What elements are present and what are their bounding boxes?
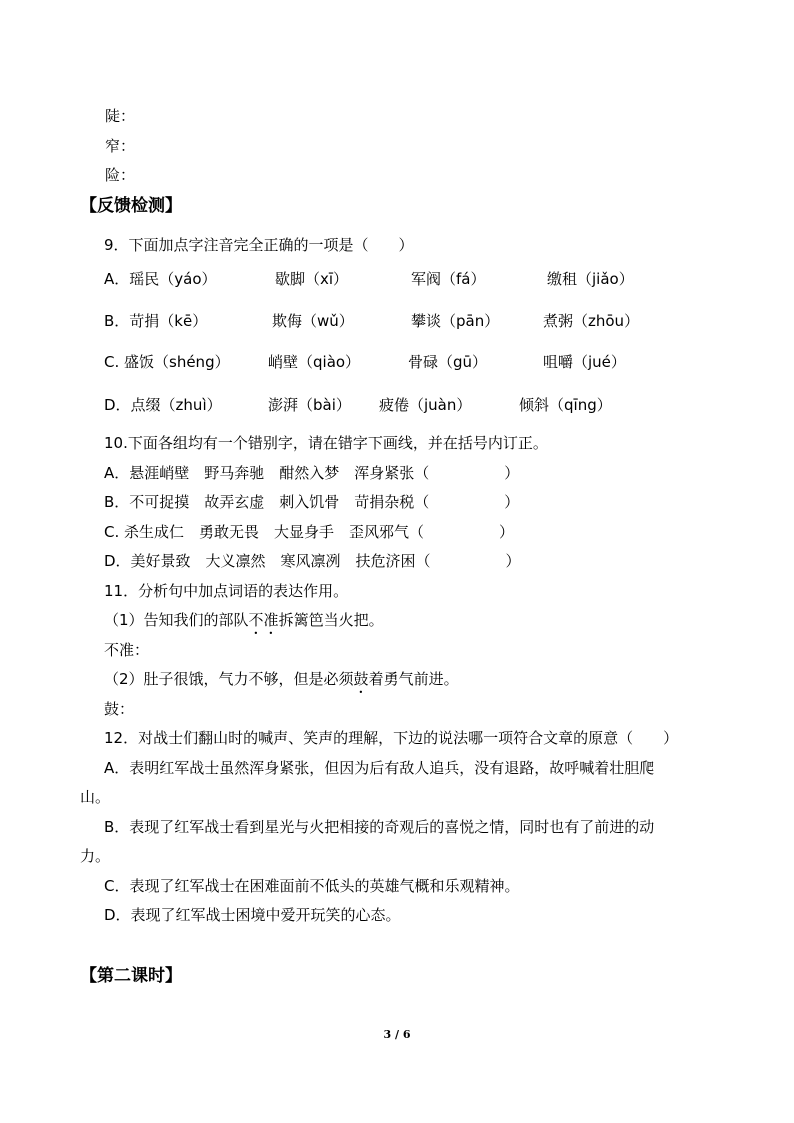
- q10-option-a: A．悬涯峭壁 野马奔驰 酣然入梦 浑身紧张（ ）: [104, 464, 520, 482]
- q9-a-item-4: 缴租（jiǎo）: [547, 270, 634, 288]
- q9-d-item-2: 澎湃（bài）: [268, 396, 351, 414]
- q11-s1-dotted-word: 不准: [248, 611, 279, 629]
- q12-option-a-line-2: 山。: [80, 788, 111, 806]
- q11-answer-2-label: 鼓：: [104, 700, 135, 718]
- question-12-stem: 12．对战士们翻山时的喊声、笑声的理解，下边的说法哪一项符合文章的原意（ ）: [104, 729, 679, 747]
- q11-answer-1-label: 不准：: [104, 641, 150, 659]
- q9-a-item-1: A．瑶民（yáo）: [104, 270, 217, 288]
- q9-b-item-3: 攀谈（pān）: [411, 312, 500, 330]
- answer-label-steep: 陡：: [105, 107, 136, 125]
- q9-d-item-4: 倾斜（qīng）: [519, 396, 612, 414]
- q10-option-c: C. 杀生成仁 勇敢无畏 大显身手 歪风邪气（ ）: [104, 523, 515, 541]
- q11-s2-pre: （2）肚子很饿，气力不够，但是必须: [104, 670, 354, 688]
- q9-b-item-1: B．苛捐（kē）: [104, 312, 208, 330]
- q9-a-item-2: 歇脚（xī）: [275, 270, 349, 288]
- answer-label-danger: 险：: [105, 166, 136, 184]
- q11-sentence-1: [104, 610, 384, 638]
- q9-c-item-1: C. 盛饭（shéng）: [104, 353, 230, 371]
- q9-c-item-3: 骨碌（gū）: [408, 353, 488, 371]
- q12-option-b-line-1: B．表现了红军战士看到星光与火把相接的奇观后的喜悦之情，同时也有了前进的动: [104, 818, 655, 836]
- q9-b-item-2: 欺侮（wǔ）: [272, 312, 354, 330]
- q9-c-item-4: 咀嚼（jué）: [543, 353, 626, 371]
- section-heading-second-lesson: 【第二课时】: [80, 966, 182, 986]
- q9-d-item-3: 疲倦（juàn）: [379, 396, 472, 414]
- q11-s2-post: 着勇气前进。: [368, 670, 459, 688]
- q12-option-d: D．表现了红军战士困境中爱开玩笑的心态。: [104, 906, 401, 924]
- q12-option-a-line-1: A．表明红军战士虽然浑身紧张，但因为后有敌人追兵，没有退路，故呼喊着壮胆爬: [104, 759, 655, 777]
- q12-option-c: C．表现了红军战士在困难面前不低头的英雄气概和乐观精神。: [104, 877, 520, 895]
- q11-s2-dotted-word: 鼓: [353, 670, 369, 688]
- q9-d-item-1: D．点缀（zhuì）: [104, 396, 222, 414]
- q10-option-d: D．美好景致 大义凛然 寒风凛冽 扶危济困（ ）: [104, 552, 521, 570]
- question-10-stem: 10.下面各组均有一个错别字，请在错字下画线，并在括号内订正。: [104, 434, 548, 452]
- q11-sentence-2: [104, 669, 459, 697]
- question-11-stem: 11．分析句中加点词语的表达作用。: [104, 582, 349, 600]
- q9-c-item-2: 峭壁（qiào）: [268, 353, 361, 371]
- q10-option-b: B．不可捉摸 故弄玄虚 刺入饥骨 苛捐杂税（ ）: [104, 493, 520, 511]
- q12-option-b-line-2: 力。: [80, 847, 111, 865]
- question-9-stem: 9．下面加点字注音完全正确的一项是（ ）: [104, 236, 414, 254]
- q9-b-item-4: 煮粥（zhōu）: [543, 312, 640, 330]
- answer-label-narrow: 窄：: [105, 137, 136, 155]
- q9-a-item-3: 军阀（fá）: [411, 270, 486, 288]
- q11-s1-pre: （1）告知我们的部队: [104, 611, 249, 629]
- q11-s1-post: 拆篱笆当火把。: [278, 611, 384, 629]
- section-heading-feedback: 【反馈检测】: [80, 196, 182, 216]
- page-number: 3 / 6: [383, 1028, 411, 1041]
